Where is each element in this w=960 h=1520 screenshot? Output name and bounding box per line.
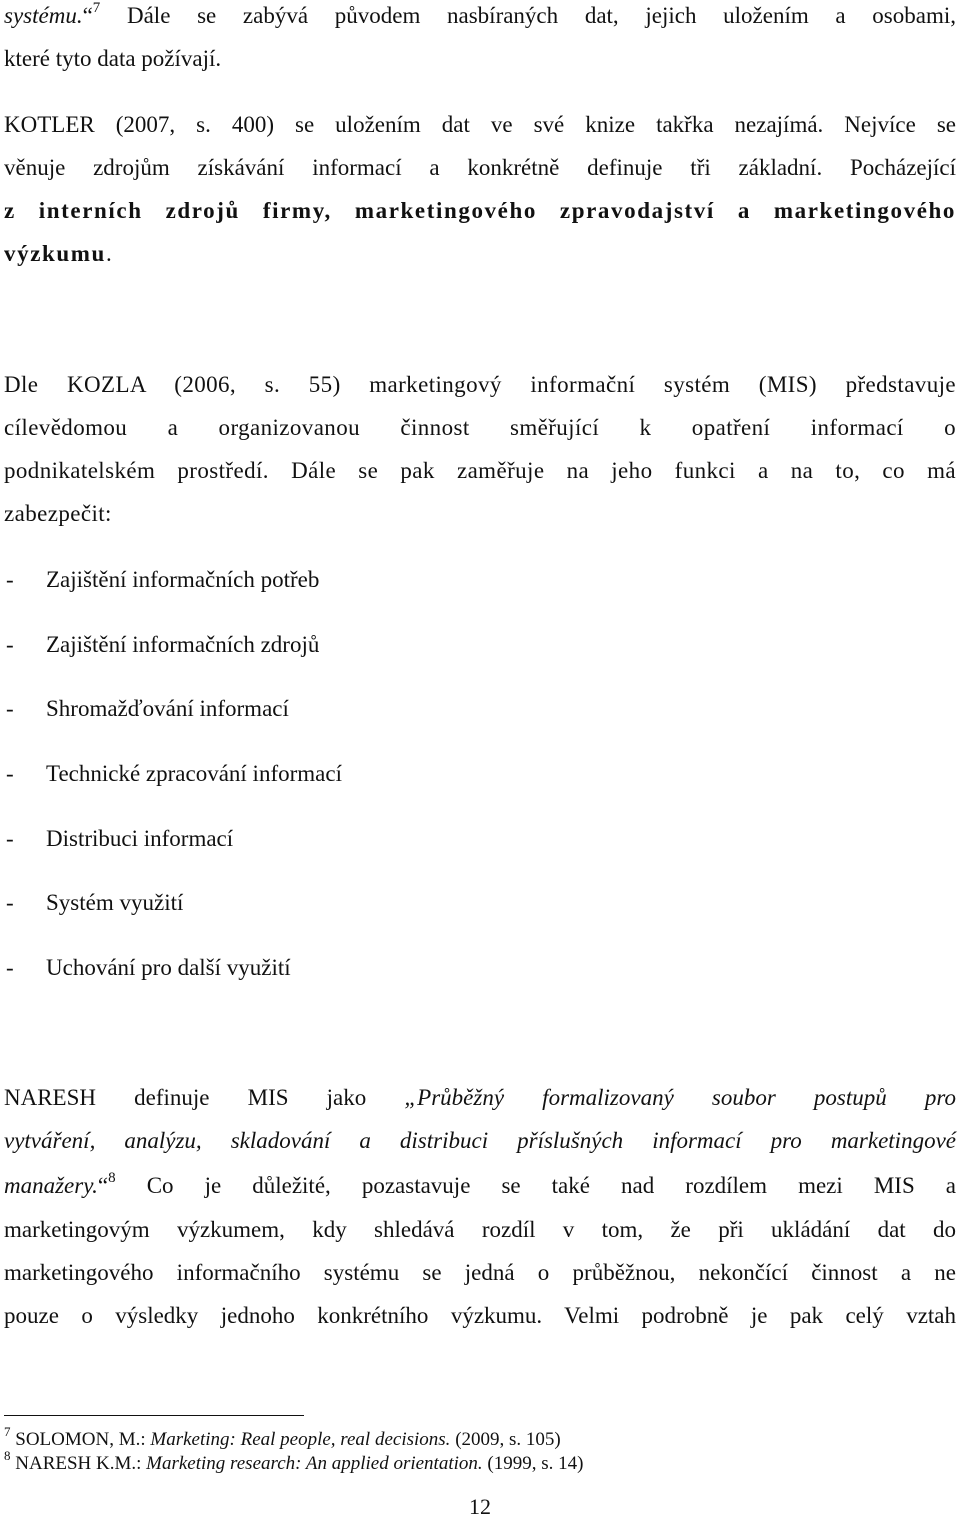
paragraph-4-line-6: pouze o výsledky jednoho konkrétního výzkumu. Velmi podrobně je pak celý vztah <box>4 1303 956 1328</box>
list-dash: - <box>6 955 14 980</box>
footnote-author: NARESH K.M.: <box>15 1453 147 1474</box>
footnote-detail: (2009, s. 105) <box>450 1429 561 1450</box>
page-number: 12 <box>469 1494 491 1519</box>
footnote-ref-8: 8 <box>108 1170 116 1187</box>
paragraph-4-line-4: marketingovým výzkumem, kdy shledává rozdíl v tom, že při ukládání dat do <box>4 1217 956 1242</box>
footnote-8 <box>4 1447 584 1476</box>
italic-fragment: systému. <box>4 3 83 28</box>
list-item-text: Systém využití <box>46 890 184 915</box>
paragraph-3-line-2: cílevědomou a organizovanou činnost směřující k opatření informací o <box>4 415 956 440</box>
list-dash: - <box>6 890 14 915</box>
closing-quote: “ <box>97 1173 109 1198</box>
paragraph-4-line-5: marketingového informačního systému se jedná o průběžnou, nekončící činnost a ne <box>4 1260 956 1285</box>
list-item <box>6 630 319 660</box>
list-item <box>6 565 319 595</box>
text-fragment: Dále se zabývá původem nasbíraných dat, jejich uložením a osobami, <box>100 3 956 28</box>
paragraph-1-line-2: které tyto data požívají. <box>4 46 222 71</box>
footnote-author: SOLOMON, M.: <box>15 1429 151 1450</box>
paragraph-1-line-1 <box>4 1 956 31</box>
list-item <box>6 694 289 724</box>
footnote-ref-7: 7 <box>92 0 101 17</box>
closing-quote: “ <box>82 3 93 28</box>
paragraph-3-line-4: zabezpečit: <box>4 501 112 526</box>
paragraph-2-line-3 <box>4 196 956 226</box>
list-item-text: Technické zpracování informací <box>46 761 342 786</box>
list-dash: - <box>6 632 14 657</box>
text-fragment: Co je důležité, pozastavuje se také nad rozdílem mezi MIS a <box>115 1173 956 1198</box>
paragraph-4-line-3 <box>4 1171 956 1201</box>
list-dash: - <box>6 567 14 592</box>
list-item <box>6 824 233 854</box>
list-item-text: Shromažďování informací <box>46 696 289 721</box>
list-dash: - <box>6 761 14 786</box>
italic-fragment: vytváření, analýzu, skladování a distribuci příslušných informací pro marketingové <box>4 1128 956 1153</box>
paragraph-4-line-1 <box>4 1083 956 1113</box>
paragraph-3-line-1: Dle KOZLA (2006, s. 55) marketingový informační systém (MIS) představuje <box>4 372 956 397</box>
footnote-number: 8 <box>4 1447 11 1463</box>
list-item-text: Uchování pro další využití <box>46 955 291 980</box>
italic-fragment: manažery. <box>4 1173 98 1198</box>
paragraph-4-line-2 <box>4 1126 956 1156</box>
footnote-separator <box>4 1415 304 1416</box>
footnote-title: Marketing research: An applied orientation. <box>146 1453 483 1474</box>
list-dash: - <box>6 826 14 851</box>
list-item-text: Zajištění informačních potřeb <box>46 567 320 592</box>
footnote-title: Marketing: Real people, real decisions. <box>150 1429 451 1450</box>
text-fragment: NARESH definuje MIS jako <box>4 1085 405 1110</box>
list-item <box>6 888 183 918</box>
paragraph-2-line-4 <box>4 239 956 269</box>
bold-fragment: z interních zdrojů firmy, marketingového zpravodajství a marketingového <box>4 198 956 223</box>
paragraph-2-line-1: KOTLER (2007, s. 400) se uložením dat ve své knize takřka nezajímá. Nejvíce se <box>4 112 956 137</box>
list-dash: - <box>6 696 14 721</box>
bold-fragment: výzkumu <box>4 241 106 266</box>
footnote-detail: (1999, s. 14) <box>482 1453 584 1474</box>
list-item-text: Distribuci informací <box>46 826 234 851</box>
paragraph-3-line-3: podnikatelském prostředí. Dále se pak zaměřuje na jeho funkci a na to, co má <box>4 458 956 483</box>
paragraph-2-line-2: věnuje zdrojům získávání informací a konkrétně definuje tři základní. Pocházející <box>4 155 956 180</box>
list-item-text: Zajištění informačních zdrojů <box>46 632 320 657</box>
italic-fragment: „Průběžný formalizovaný soubor postupů pro <box>404 1085 956 1110</box>
footnote-7 <box>4 1423 561 1452</box>
list-item <box>6 759 342 789</box>
footnote-number: 7 <box>4 1423 11 1439</box>
text-fragment: . <box>105 241 112 266</box>
list-item <box>6 953 291 983</box>
